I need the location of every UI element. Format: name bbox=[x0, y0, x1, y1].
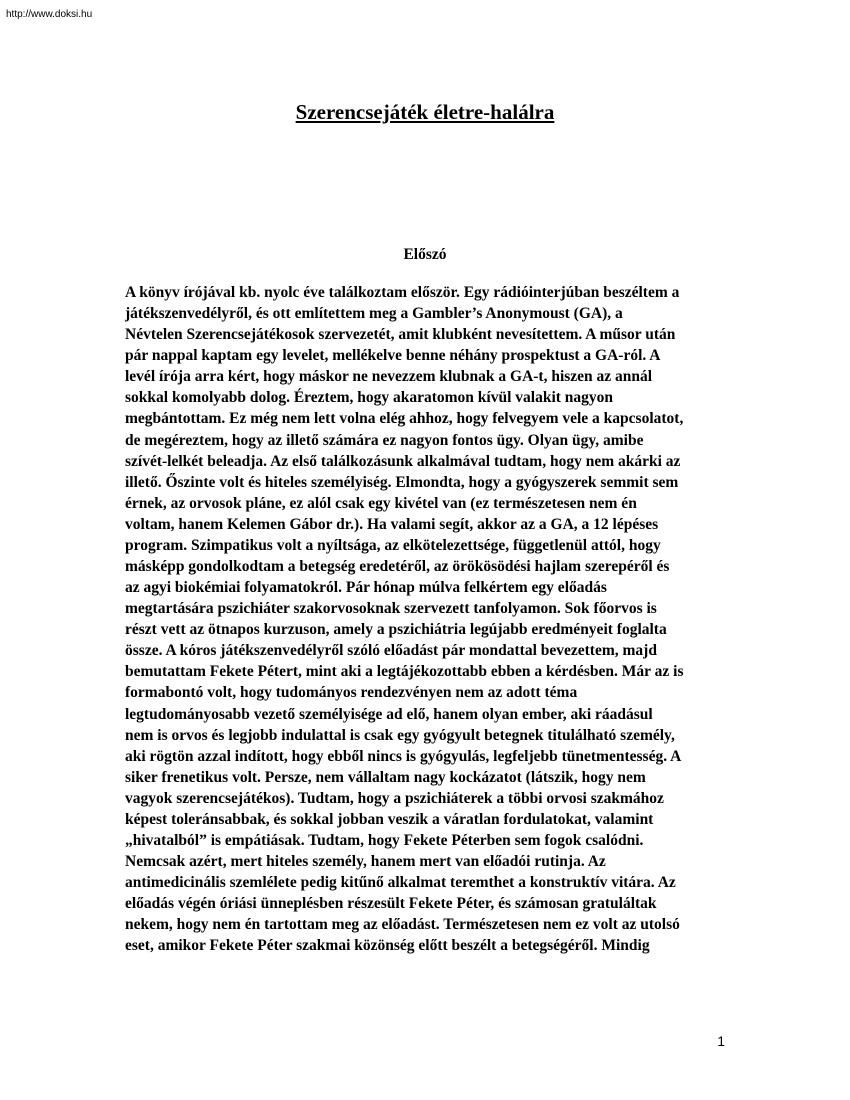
body-line: részt vett az ötnapos kurzuson, amely a pszichiátria legújabb eredményeit foglalta bbox=[125, 621, 667, 639]
body-line: Névtelen Szerencsejátékosok szervezetét, amit klubként nevesítettem. A műsor után bbox=[125, 326, 676, 344]
body-line: illető. Őszinte volt és hiteles személyiség. Elmondta, hogy a gyógyszerek semmit sem bbox=[125, 473, 679, 491]
body-line: aki rögtön azzal indított, hogy ebből nincs is gyógyulás, legfeljebb tünetmentesség. A bbox=[125, 747, 682, 765]
body-text bbox=[125, 282, 735, 957]
body-line: legtudományosabb vezető személyisége ad elő, hanem olyan ember, aki ráadásul bbox=[125, 705, 653, 723]
body-line: program. Szimpatikus volt a nyíltsága, az elkötelezettsége, függetlenül attól, hogy bbox=[125, 536, 661, 554]
body-line: érnek, az orvosok pláne, ez alól csak egy kivétel van (ez természetesen nem én bbox=[125, 494, 637, 512]
body-line: nekem, hogy nem én tartottam meg az előadást. Természetesen nem ez volt az utolsó bbox=[125, 916, 680, 934]
body-line: képest toleránsabbak, és sokkal jobban veszik a váratlan fordulatokat, valamint bbox=[125, 810, 654, 828]
body-line: össze. A kóros játékszenvedélyről szóló előadást pár mondattal bevezettem, majd bbox=[125, 642, 657, 660]
body-line: formabontó volt, hogy tudományos rendezvényen nem az adott téma bbox=[125, 684, 578, 702]
body-line: előadás végén óriási ünneplésben részesült Fekete Péter, és számosan gratuláltak bbox=[125, 895, 657, 913]
body-line: de megéreztem, hogy az illető számára ez nagyon fontos ügy. Olyan ügy, amibe bbox=[125, 431, 644, 449]
section-heading: Előszó bbox=[403, 246, 447, 263]
body-line: vagyok szerencsejátékos). Tudtam, hogy a pszichiáterek a többi orvosi szakmához bbox=[125, 789, 664, 807]
body-line: bemutattam Fekete Pétert, mint aki a legtájékozottabb ebben a kérdésben. Már az is bbox=[125, 663, 684, 681]
document-title: Szerencsejáték életre-halálra bbox=[295, 100, 555, 124]
body-line: megbántottam. Ez még nem lett volna elég ahhoz, hogy felvegyem vele a kapcsolatot, bbox=[125, 410, 684, 428]
body-line: az agyi biokémiai folyamatokról. Pár hónap múlva felkértem egy előadás bbox=[125, 579, 607, 597]
body-line: „hivatalból” is empátiásak. Tudtam, hogy Fekete Péterben sem fogok csalódni. bbox=[125, 832, 644, 850]
body-line: megtartására pszichiáter szakorvosoknak szervezett tanfolyamon. Sok főorvos is bbox=[125, 600, 657, 618]
body-line: sokkal komolyabb dolog. Éreztem, hogy akaratomon kívül valakit nagyon bbox=[125, 389, 614, 407]
body-line: eset, amikor Fekete Péter szakmai közönség előtt beszélt a betegségéről. Mindig bbox=[125, 937, 650, 955]
body-line: antimedicinális szemlélete pedig kitűnő alkalmat teremthet a konstruktív vitára. Az bbox=[125, 874, 676, 892]
body-line: siker frenetikus volt. Persze, nem vállaltam nagy kockázatot (látszik, hogy nem bbox=[125, 768, 646, 786]
body-line: levél írója arra kért, hogy máskor ne nevezzem klubnak a GA-t, hiszen az annál bbox=[125, 368, 653, 386]
page-number: 1 bbox=[717, 1033, 725, 1049]
body-line: másképp gondolkodtam a betegség eredetéről, az örökösödési hajlam szerepéről és bbox=[125, 558, 670, 576]
body-line: pár nappal kaptam egy levelet, mellékelve benne néhány prospektust a GA-ról. A bbox=[125, 347, 661, 365]
body-line: nem is orvos és legjobb indulattal is csak egy gyógyult betegnek titulálható személy, bbox=[125, 726, 675, 744]
body-line: A könyv írójával kb. nyolc éve találkoztam először. Egy rádióinterjúban beszéltem a bbox=[125, 284, 680, 301]
body-line: Nemcsak azért, mert hiteles személy, hanem mert van előadói rutinja. Az bbox=[125, 853, 606, 871]
source-url[interactable]: http://www.doksi.hu bbox=[6, 9, 93, 20]
body-line: játékszenvedélyről, és ott említettem meg a Gambler’s Anonymoust (GA), a bbox=[125, 305, 623, 323]
body-line: voltam, hanem Kelemen Gábor dr.). Ha valami segít, akkor az a GA, a 12 lépéses bbox=[125, 515, 659, 533]
body-line: szívét-lelkét beleadja. Az első találkozásunk alkalmával tudtam, hogy nem akárki az bbox=[125, 452, 681, 470]
